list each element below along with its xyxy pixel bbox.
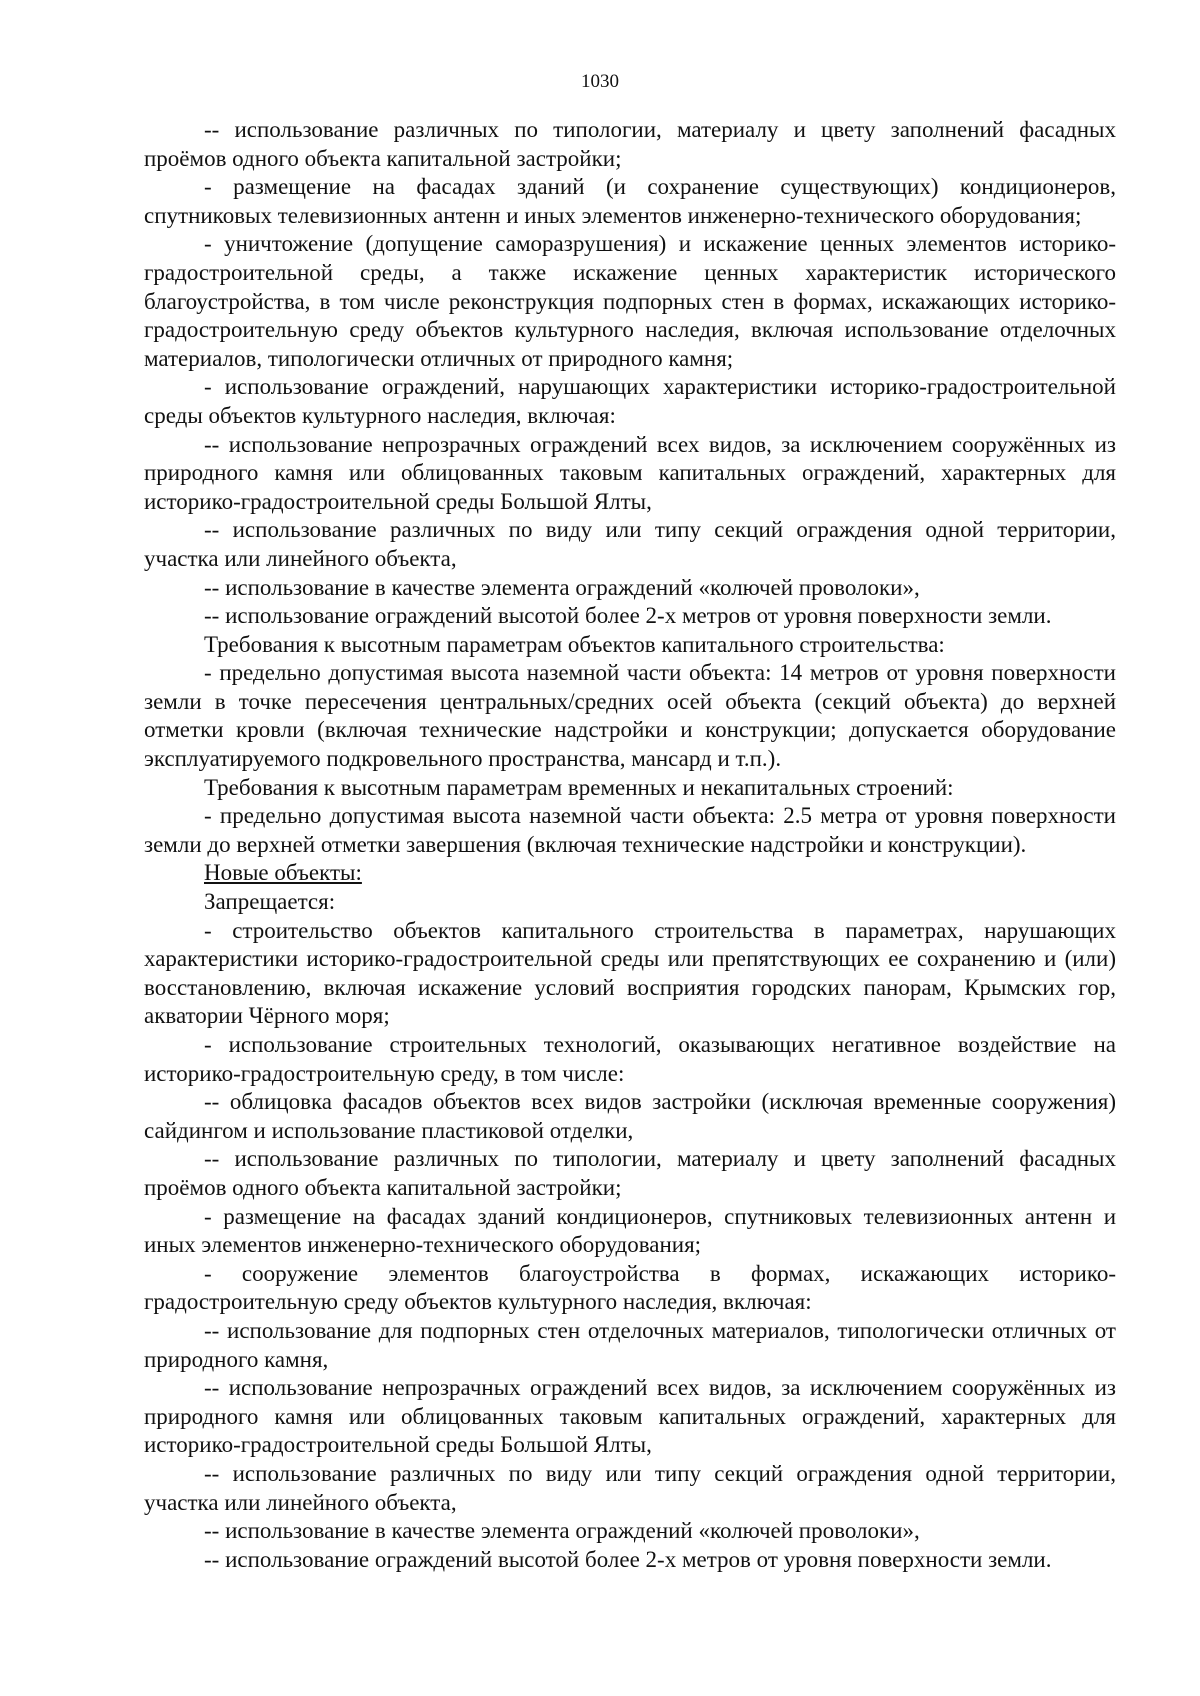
paragraph: -- использование для подпорных стен отделочных материалов, типологически отличных от природного камня, xyxy=(144,1317,1116,1372)
paragraph: -- облицовка фасадов объектов всех видов застройки (исключая временные сооружения) сайдингом и использование пластиковой отделки, xyxy=(144,1089,1116,1143)
paragraph: -- использование ограждений высотой более 2-х метров от уровня поверхности земли. xyxy=(204,603,1052,629)
paragraph: -- использование непрозрачных ограждений всех видов, за исключением сооружённых из природного камня или облицованных таковым капитальных ограждений, характерных для историко-градостроительной среды Большой Ялты, xyxy=(144,1375,1116,1458)
paragraph: -- использование непрозрачных ограждений всех видов, за исключением сооружённых из природного камня или облицованных таковым капитальных ограждений, характерных для историко-градостроительной среды Большой Ялты, xyxy=(144,431,1116,514)
paragraph: -- использование ограждений высотой более 2-х метров от уровня поверхности земли. xyxy=(204,1546,1052,1572)
paragraph: - строительство объектов капитального строительства в параметрах, нарушающих характеристики историко-градостроительной среды или препятствующих ее сохранению и (или) восстановлению, включая искажение условий восприятия городских панорам, Крымских гор, акватории Чёрного моря; xyxy=(144,917,1116,1029)
paragraph: -- использование в качестве элемента ограждений «колючей проволоки», xyxy=(204,574,920,600)
paragraph: - предельно допустимая высота наземной части объекта: 14 метров от уровня поверхности земли в точке пересечения центральных/средних осей объекта (секций объекта) до верхней отметки кровли (включая технические надстройки и конструкции; допускается оборудование эксплуатируемого подкровельного пространства, мансард и т.п.). xyxy=(144,660,1116,772)
paragraph: -- использование различных по виду или типу секций ограждения одной территории, участка или линейного объекта, xyxy=(144,517,1116,571)
paragraph: - размещение на фасадах зданий (и сохранение существующих) кондиционеров, спутниковых телевизионных антенн и иных элементов инженерно-технического оборудования; xyxy=(144,174,1116,228)
paragraph: - предельно допустимая высота наземной части объекта: 2.5 метра от уровня поверхности земли до верхней отметки завершения (включая технические надстройки и конструкции). xyxy=(144,803,1116,857)
paragraph: - использование ограждений, нарушающих характеристики историко-градостроительной среды объектов культурного наследия, включая: xyxy=(144,374,1116,428)
paragraph: -- использование различных по виду или типу секций ограждения одной территории, участка или линейного объекта, xyxy=(144,1460,1116,1515)
paragraph: - размещение на фасадах зданий кондиционеров, спутниковых телевизионных антенн и иных элементов инженерно-технического оборудования; xyxy=(144,1203,1116,1258)
paragraph: - использование строительных технологий, оказывающих негативное воздействие на историко-градостроительную среду, в том числе: xyxy=(144,1032,1116,1086)
paragraph: - уничтожение (допущение саморазрушения) и искажение ценных элементов историко-градостроительной среды, а также искажение ценных характеристик исторического благоустройства, в том числе реконструкция подпорных стен в формах, искажающих историко-градостроительную среду объектов культурного наследия, включая использование отделочных материалов, типологически отличных от природного камня; xyxy=(144,231,1116,371)
paragraph: -- использование различных по типологии, материалу и цвету заполнений фасадных проёмов одного объекта капитальной застройки; xyxy=(144,117,1116,171)
section-heading-new-objects xyxy=(144,859,1116,888)
paragraph: -- использование в качестве элемента ограждений «колючей проволоки», xyxy=(204,1518,920,1544)
page-number: 1030 xyxy=(581,71,619,92)
section-heading: Требования к высотным параметрам объектов капитального строительства: xyxy=(204,631,945,657)
section-heading: Запрещается: xyxy=(204,889,336,915)
paragraph: - сооружение элементов благоустройства в формах, искажающих историко-градостроительную среду объектов культурного наследия, включая: xyxy=(144,1260,1116,1315)
paragraph: -- использование различных по типологии, материалу и цвету заполнений фасадных проёмов одного объекта капитальной застройки; xyxy=(144,1146,1116,1200)
section-heading: Требования к высотным параметрам временных и некапитальных строений: xyxy=(204,774,954,800)
document-body xyxy=(144,116,1116,1574)
new-objects-heading: Новые объекты: xyxy=(204,860,362,886)
